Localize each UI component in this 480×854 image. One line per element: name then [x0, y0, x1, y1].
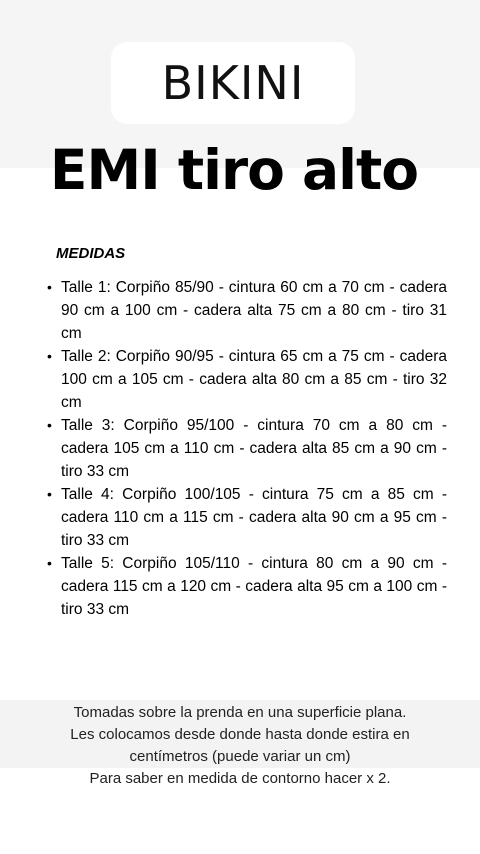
product-title: EMI tiro alto — [49, 138, 419, 202]
size-list — [61, 276, 447, 621]
footer-line-2: Les colocamos desde donde hasta donde estira en — [70, 726, 410, 743]
footer-note — [20, 702, 460, 790]
size-item-3: • Talle 3: Corpiño 95/100 - cintura 70 cm a 80 cm - cadera 105 cm a 110 cm - cadera alta 85 cm a 90 cm - tiro 33 cm — [61, 414, 447, 483]
size-item-2: • Talle 2: Corpiño 90/95 - cintura 65 cm a 75 cm - cadera 100 cm a 105 cm - cadera alta 80 cm a 85 cm - tiro 32 cm — [61, 345, 447, 414]
category-label: BIKINI — [161, 56, 305, 110]
category-label-box — [111, 42, 355, 124]
size-item-1: • Talle 1: Corpiño 85/90 - cintura 60 cm a 70 cm - cadera 90 cm a 100 cm - cadera alta 75 cm a 80 cm - tiro 31 cm — [61, 276, 447, 345]
footer-line-3: centímetros (puede variar un cm) — [129, 748, 351, 765]
footer-line-1: Tomadas sobre la prenda en una superficie plana. — [73, 704, 407, 721]
footer-line-4: Para saber en medida de contorno hacer x 2. — [89, 770, 391, 787]
size-item-5: • Talle 5: Corpiño 105/110 - cintura 80 cm a 90 cm - cadera 115 cm a 120 cm - cadera alta 95 cm a 100 cm - tiro 33 cm — [61, 552, 447, 621]
size-item-4: • Talle 4: Corpiño 100/105 - cintura 75 cm a 85 cm - cadera 110 cm a 115 cm - cadera alta 90 cm a 95 cm - tiro 33 cm — [61, 483, 447, 552]
measurements-heading: MEDIDAS — [56, 245, 126, 262]
